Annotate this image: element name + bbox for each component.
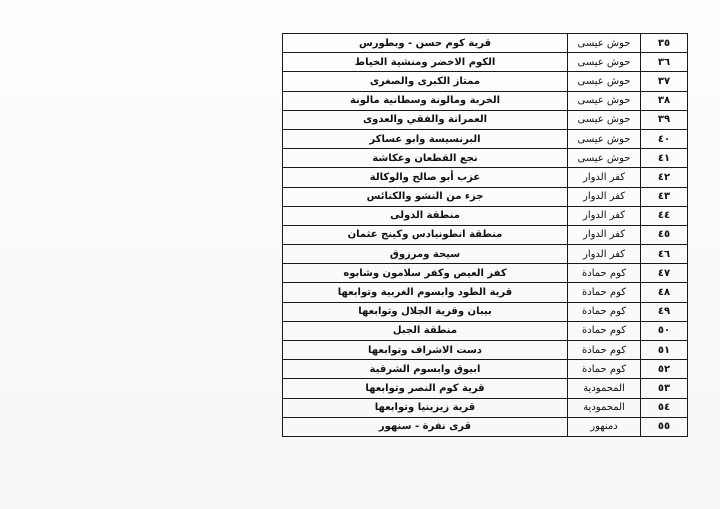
table-row	[283, 341, 688, 360]
row-number: ٤٣	[641, 187, 688, 206]
row-number: ٤٠	[641, 129, 688, 148]
area-name: قرى نفرة - سنهور	[283, 417, 568, 436]
table-row	[283, 206, 688, 225]
area-name: الكوم الاخضر ومنشية الخياط	[283, 53, 568, 72]
area-name: جزء من النشو والكنائس	[283, 187, 568, 206]
table-row	[283, 129, 688, 148]
table-row	[283, 72, 688, 91]
center-name: دمنهور	[568, 417, 641, 436]
table-row	[283, 34, 688, 53]
table-row	[283, 321, 688, 340]
table-row	[283, 91, 688, 110]
center-name: كفر الدوار	[568, 168, 641, 187]
row-number: ٣٦	[641, 53, 688, 72]
row-number: ٥١	[641, 341, 688, 360]
row-number: ٤٦	[641, 245, 688, 264]
table-row	[283, 302, 688, 321]
area-name: منطقة انطونيادس وكينج عثمان	[283, 225, 568, 244]
row-number: ٤٢	[641, 168, 688, 187]
center-name: كوم حمادة	[568, 264, 641, 283]
row-number: ٥٠	[641, 321, 688, 340]
row-number: ٣٥	[641, 34, 688, 53]
area-name: سيحة ومرزوق	[283, 245, 568, 264]
center-name: كوم حمادة	[568, 321, 641, 340]
row-number: ٥٢	[641, 360, 688, 379]
row-number: ٥٥	[641, 417, 688, 436]
villages-table	[282, 33, 688, 437]
center-name: حوش عيسى	[568, 129, 641, 148]
center-name: كوم حمادة	[568, 360, 641, 379]
area-name: بيبان وقرية الجلال وتوابعها	[283, 302, 568, 321]
table-row	[283, 53, 688, 72]
center-name: حوش عيسى	[568, 53, 641, 72]
table-body	[283, 34, 688, 437]
area-name: الخربة ومالونة وسطانية مالونة	[283, 91, 568, 110]
center-name: كفر الدوار	[568, 187, 641, 206]
table-row	[283, 417, 688, 436]
center-name: حوش عيسى	[568, 149, 641, 168]
area-name: منطقة الجبل	[283, 321, 568, 340]
center-name: حوش عيسى	[568, 91, 641, 110]
area-name: قرية زيزينيا وتوابعها	[283, 398, 568, 417]
area-name: عزب أبو صالح والوكالة	[283, 168, 568, 187]
table-row	[283, 149, 688, 168]
table-row	[283, 264, 688, 283]
center-name: المحمودية	[568, 398, 641, 417]
row-number: ٥٤	[641, 398, 688, 417]
area-name: قرية كوم حسن - وبطورس	[283, 34, 568, 53]
center-name: كفر الدوار	[568, 225, 641, 244]
table-row	[283, 398, 688, 417]
area-name: العمرانة والفقي والعدوى	[283, 110, 568, 129]
center-name: كوم حمادة	[568, 341, 641, 360]
center-name: كوم حمادة	[568, 283, 641, 302]
row-number: ٤٥	[641, 225, 688, 244]
area-name: دست الاشراف وتوابعها	[283, 341, 568, 360]
area-name: قرية كوم النصر وتوابعها	[283, 379, 568, 398]
area-name: قرية الطود وابسوم الغربية وتوابعها	[283, 283, 568, 302]
row-number: ٤٩	[641, 302, 688, 321]
center-name: المحمودية	[568, 379, 641, 398]
row-number: ٤٤	[641, 206, 688, 225]
table-row	[283, 360, 688, 379]
table-row	[283, 187, 688, 206]
center-name: حوش عيسى	[568, 34, 641, 53]
row-number: ٤٧	[641, 264, 688, 283]
table-row	[283, 245, 688, 264]
area-name: البرنسيسة وابو عساكر	[283, 129, 568, 148]
row-number: ٥٣	[641, 379, 688, 398]
area-name: نجع القطعان وعكاشة	[283, 149, 568, 168]
table-row	[283, 379, 688, 398]
area-name: ابيوق وابسوم الشرقية	[283, 360, 568, 379]
table-row	[283, 225, 688, 244]
area-name: ممتاز الكبرى والصغرى	[283, 72, 568, 91]
area-name: كفر العيص وكفر سلامون وشابوه	[283, 264, 568, 283]
row-number: ٤٨	[641, 283, 688, 302]
row-number: ٣٩	[641, 110, 688, 129]
center-name: حوش عيسى	[568, 72, 641, 91]
center-name: كفر الدوار	[568, 245, 641, 264]
row-number: ٤١	[641, 149, 688, 168]
row-number: ٣٧	[641, 72, 688, 91]
table-row	[283, 168, 688, 187]
table-row	[283, 110, 688, 129]
center-name: حوش عيسى	[568, 110, 641, 129]
area-name: منطقة الدولى	[283, 206, 568, 225]
table-row	[283, 283, 688, 302]
row-number: ٣٨	[641, 91, 688, 110]
center-name: كفر الدوار	[568, 206, 641, 225]
center-name: كوم حمادة	[568, 302, 641, 321]
